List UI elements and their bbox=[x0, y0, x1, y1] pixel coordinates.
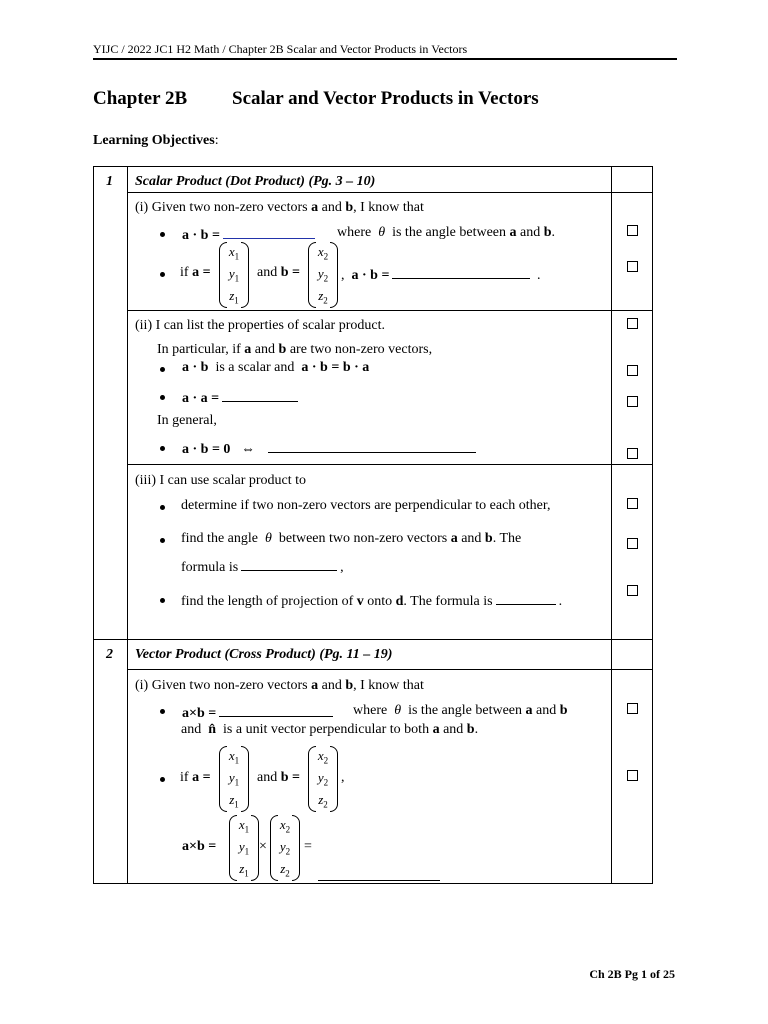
s1-use-perpendicular: determine if two non-zero vectors are perpendicular to each other, bbox=[181, 498, 551, 513]
answer-blank[interactable] bbox=[268, 439, 476, 453]
s1-if-label: if a = bbox=[180, 265, 211, 280]
s1-a-dot-a: a · a = bbox=[182, 388, 301, 407]
vector-b-column: $x_2$ $y_2$ $z_2$ bbox=[308, 746, 338, 812]
s1-part-i-intro: (i) Given two non-zero vectors a and b, I know that bbox=[135, 200, 424, 215]
header-rule bbox=[93, 58, 677, 60]
checkbox[interactable] bbox=[627, 318, 638, 329]
bullet bbox=[160, 505, 165, 510]
s2-where-angle: where θ is the angle between a and b bbox=[353, 703, 568, 718]
chapter-title: Scalar and Vector Products in Vectors bbox=[232, 88, 539, 109]
s1-use-projection: find the length of projection of v onto d. The formula is . bbox=[181, 591, 562, 610]
s2-cross-definition: a×b = bbox=[182, 703, 336, 722]
s1-angle-formula: formula is , bbox=[181, 557, 344, 576]
s1-in-general: In general, bbox=[157, 413, 217, 428]
checkbox[interactable] bbox=[627, 538, 638, 549]
bullet bbox=[160, 232, 165, 237]
checkbox[interactable] bbox=[627, 498, 638, 509]
checkbox[interactable] bbox=[627, 585, 638, 596]
running-header: YIJC / 2022 JC1 H2 Math / Chapter 2B Scalar and Vector Products in Vectors bbox=[93, 42, 468, 56]
bullet bbox=[160, 538, 165, 543]
checkbox[interactable] bbox=[627, 261, 638, 272]
vector-a-column: $x_1$ $y_1$ $z_1$ bbox=[219, 746, 249, 812]
s2-cross-lhs: a×b = bbox=[182, 839, 217, 854]
checkbox[interactable] bbox=[627, 225, 638, 236]
vector-b-column: $x_2$ $y_2$ $z_2$ bbox=[308, 242, 338, 308]
s2-comma: , bbox=[341, 770, 345, 785]
s2-unit-normal: and n̂ is a unit vector perpendicular to both a and b. bbox=[181, 722, 479, 737]
answer-blank[interactable] bbox=[223, 225, 315, 239]
s1-part-iii-intro: (iii) I can use scalar product to bbox=[135, 473, 307, 488]
s1-particular: In particular, if a and b are two non-zero vectors, bbox=[157, 342, 433, 357]
answer-blank[interactable] bbox=[222, 388, 298, 402]
vector-a-column: $x_1$ $y_1$ $z_1$ bbox=[219, 242, 249, 308]
section-1-number: 1 bbox=[106, 174, 113, 189]
s1-dot-components: , a · b = . bbox=[341, 265, 540, 284]
bullet bbox=[160, 395, 165, 400]
section-2-title: Vector Product (Cross Product) (Pg. 11 – 19) bbox=[135, 647, 393, 662]
equals-symbol: = bbox=[304, 839, 312, 854]
s1-and-b: and b = bbox=[257, 265, 300, 280]
s1-use-angle: find the angle θ between two non-zero vectors a and b. The bbox=[181, 531, 522, 546]
answer-blank[interactable] bbox=[318, 880, 440, 881]
section-1-title: Scalar Product (Dot Product) (Pg. 3 – 10) bbox=[135, 174, 376, 189]
answer-blank[interactable] bbox=[219, 703, 333, 717]
bullet bbox=[160, 367, 165, 372]
chapter-number: Chapter 2B bbox=[93, 88, 188, 109]
checkbox[interactable] bbox=[627, 448, 638, 459]
s2-part-i-intro: (i) Given two non-zero vectors a and b, I know that bbox=[135, 678, 424, 693]
checkbox[interactable] bbox=[627, 703, 638, 714]
s1-dot-definition: a · b = bbox=[182, 225, 318, 244]
s1-perpendicular-condition: a · b = 0 ⇔ bbox=[182, 439, 479, 458]
bullet bbox=[160, 446, 165, 451]
learning-objectives-heading: Learning Objectives: bbox=[93, 133, 219, 148]
bullet bbox=[160, 272, 165, 277]
bullet bbox=[160, 598, 165, 603]
s1-scalar-commutative: a · b is a scalar and a · b = b · a bbox=[182, 360, 370, 375]
bullet bbox=[160, 777, 165, 782]
s2-and-b: and b = bbox=[257, 770, 300, 785]
times-symbol: × bbox=[259, 839, 267, 854]
s1-where-angle: where θ is the angle between a and b. bbox=[337, 225, 556, 240]
bullet bbox=[160, 709, 165, 714]
s1-part-ii-intro: (ii) I can list the properties of scalar product. bbox=[135, 318, 385, 333]
checkbox[interactable] bbox=[627, 770, 638, 781]
checkbox[interactable] bbox=[627, 396, 638, 407]
page-number: Ch 2B Pg 1 of 25 bbox=[589, 967, 675, 981]
s2-if-label: if a = bbox=[180, 770, 211, 785]
checkbox[interactable] bbox=[627, 365, 638, 376]
vector-b-column: $x_2$ $y_2$ $z_2$ bbox=[270, 815, 300, 881]
vector-a-column: $x_1$ $y_1$ $z_1$ bbox=[229, 815, 259, 881]
answer-blank[interactable] bbox=[496, 591, 556, 605]
answer-blank[interactable] bbox=[392, 265, 530, 279]
answer-blank[interactable] bbox=[241, 557, 337, 571]
section-2-number: 2 bbox=[106, 647, 113, 662]
